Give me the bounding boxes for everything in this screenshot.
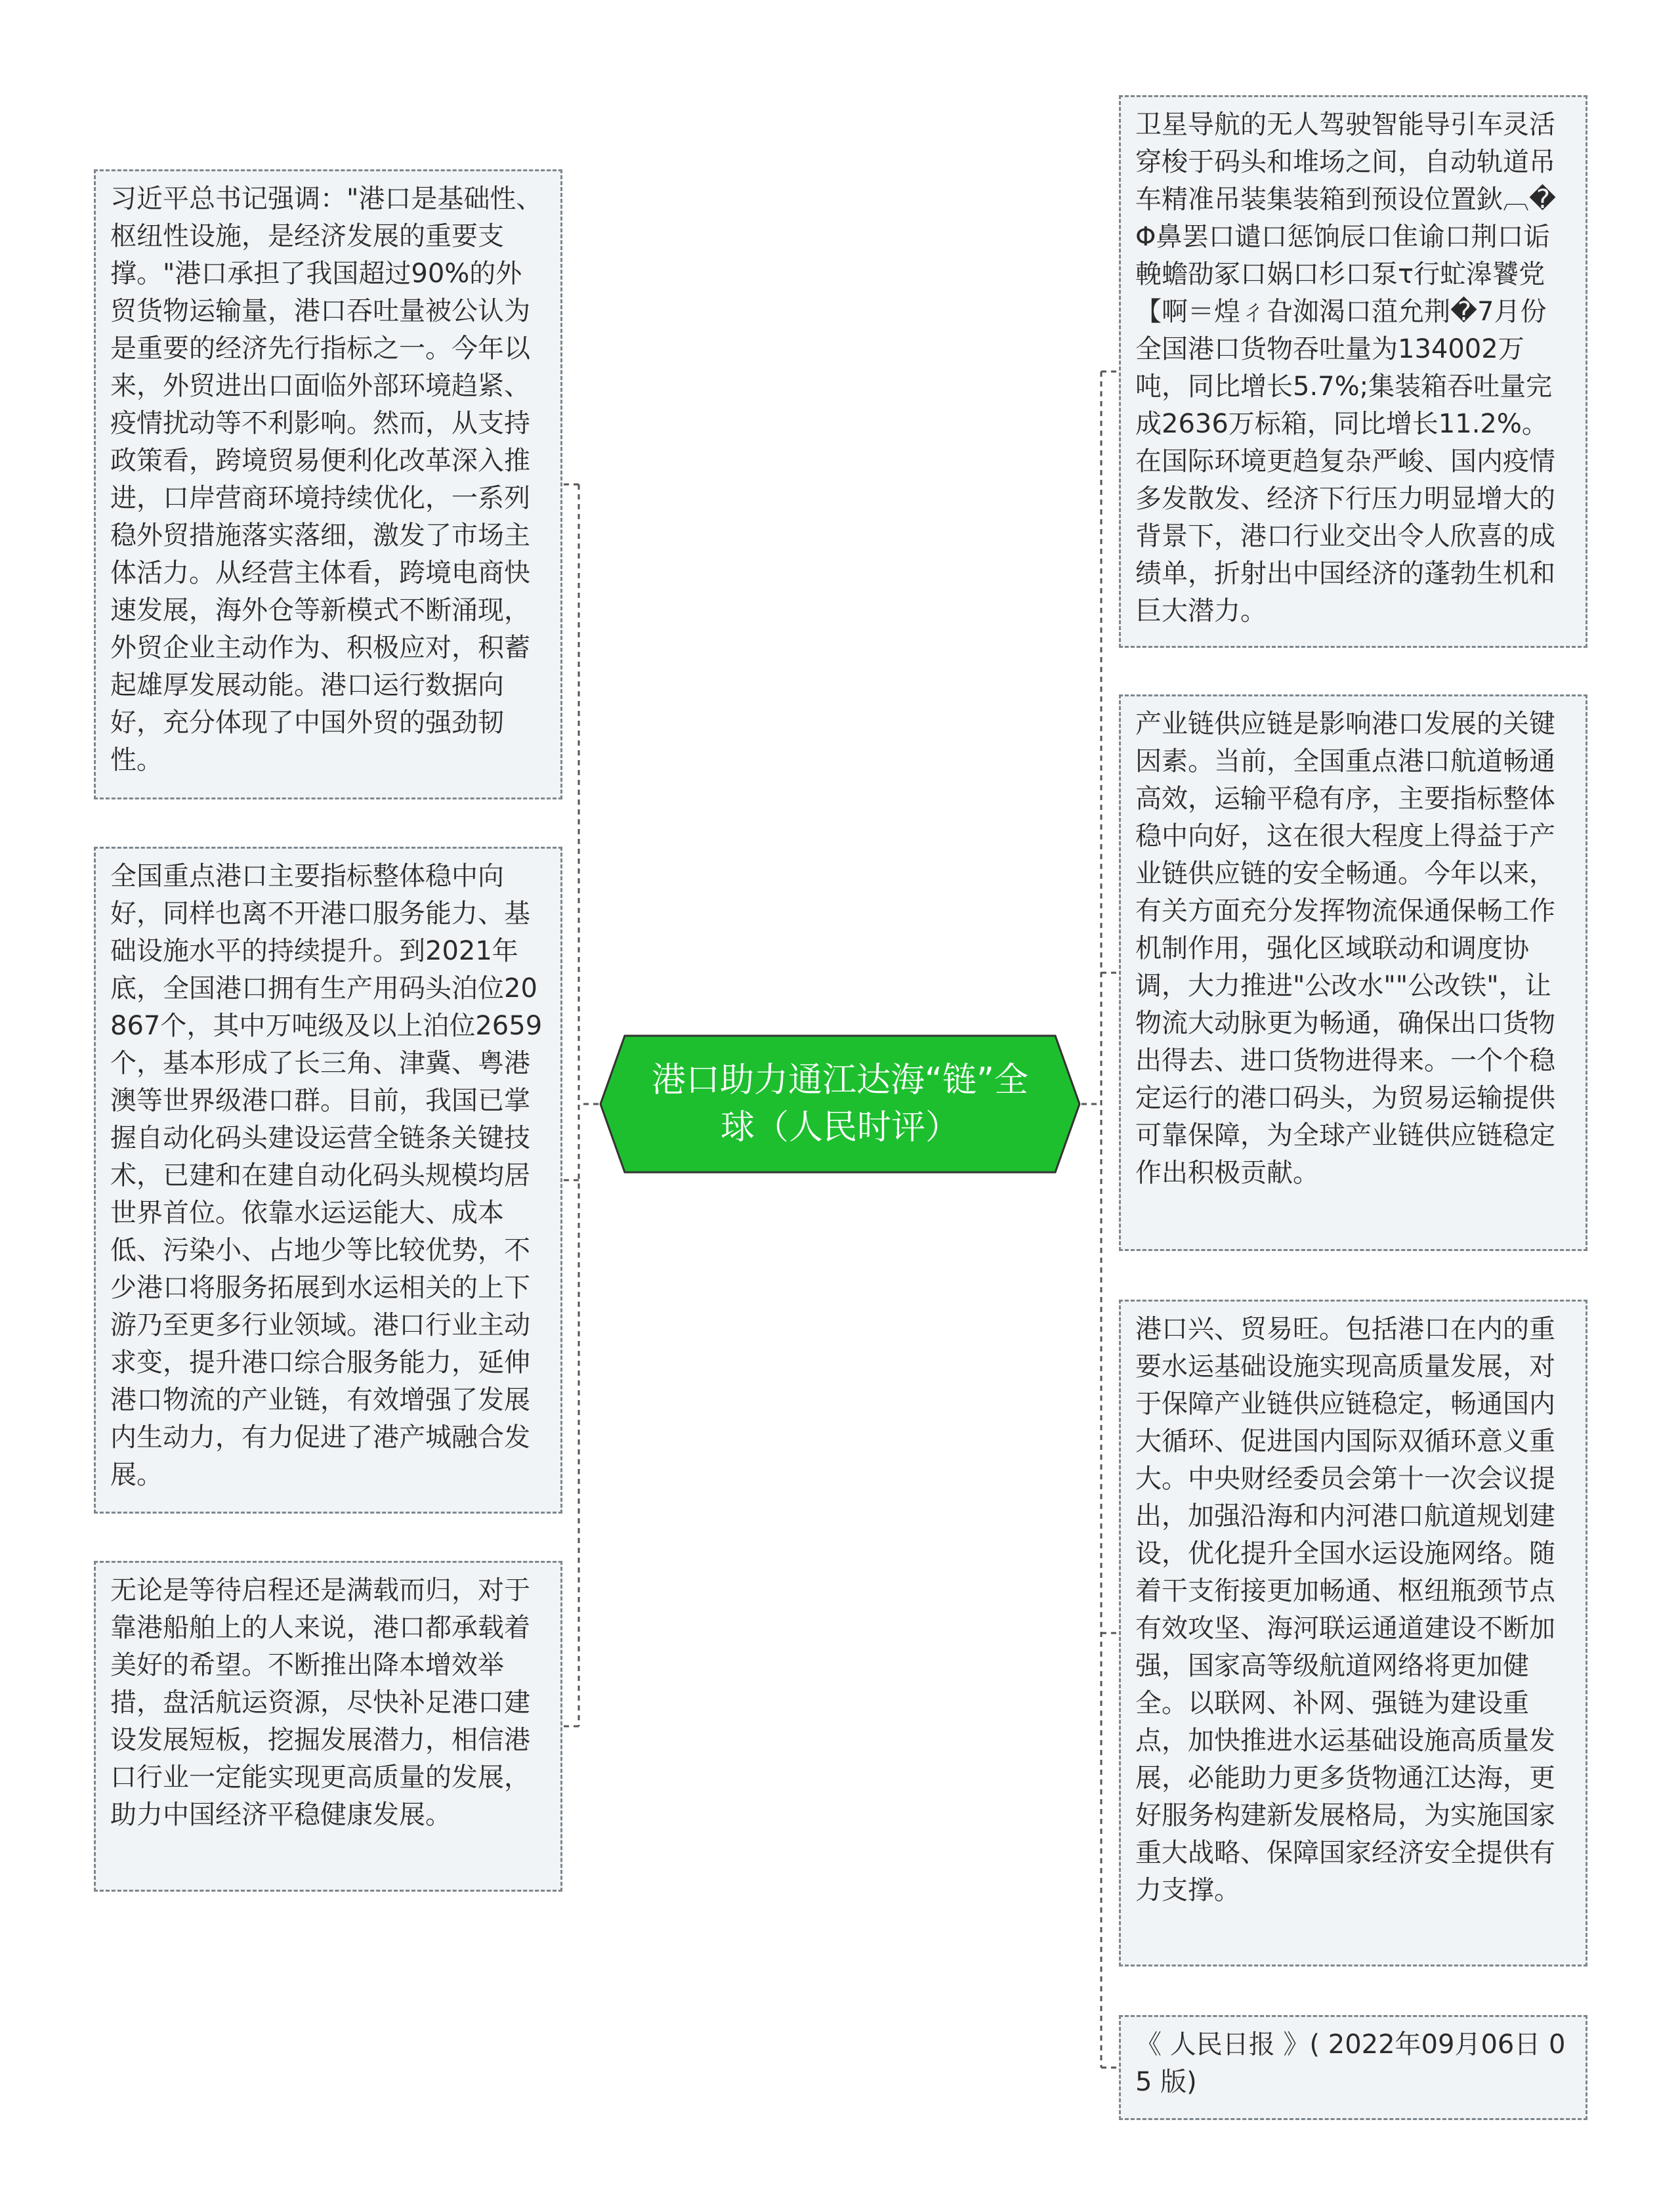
topic-node-left-1[interactable] (94, 169, 562, 799)
topic-text: 无论是等待启程还是满载而归，对于靠港船舶上的人来说，港口都承载着美好的希望。不断推出降本增效举措，盘活航运资源，尽快补足港口建设发展短板，挖掘发展潜力，相信港口行业一定能实现更高质量的发展，助力中国经济平稳健康发展。 (110, 1575, 530, 1830)
topic-text: 全国重点港口主要指标整体稳中向好，同样也离不开港口服务能力、基础设施水平的持续提升。到2021年底，全国港口拥有生产用码头泊位20867个，其中万吨级及以上泊位2659个，基本形成了长三角、津冀、粤港澳等世界级港口群。目前，我国已掌握自动化码头建设运营全链条关键技术，已建和在建自动化码头规模均居世界首位。依靠水运运能大、成本低、污染小、占地少等比较优势，不少港口将服务拓展到水运相关的上下游乃至更多行业领域。港口行业主动求变，提升港口综合服务能力，延伸港口物流的产业链，有效增强了发展内生动力，有力促进了港产城融合发展。 (110, 861, 543, 1490)
topic-text: 《 人民日报 》( 2022年09月06日 05 版) (1135, 2029, 1566, 2097)
central-topic-label: 港口助力通江达海“链”全球（人民时评） (652, 1061, 1028, 1147)
topic-node-left-2[interactable] (94, 847, 562, 1514)
central-topic[interactable] (598, 1034, 1082, 1174)
topic-text: 习近平总书记强调："港口是基础性、枢纽性设施，是经济发展的重要支撑。"港口承担了我国超过90%的外贸货物运输量，港口吞吐量被公认为是重要的经济先行指标之一。今年以来，外贸进出口面临外部环境趋紧、疫情扰动等不利影响。然而，从支持政策看，跨境贸易便利化改革深入推进，口岸营商环境持续优化，一系列稳外贸措施落实落细，激发了市场主体活力。从经营主体看，跨境电商快速发展，海外仓等新模式不断涌现，外贸企业主动作为、积极应对，积蓄起雄厚发展动能。港口运行数据向好，充分体现了中国外贸的强劲韧性。 (110, 184, 543, 775)
topic-text: 卫星导航的无人驾驶智能导引车灵活穿梭于码头和堆场之间，自动轨道吊车精准吊装集装箱到预设位置鈥︹�Φ鼻罢口谴口惩饷辰口隹谕口荆口诟輓蟾劭冢口娲口杉口泵τ行虻滜饕党【啊＝煌ㄔ旮洳渴口菹允荆�7月份全国港口货物吞吐量为134002万吨，同比增长5.7%;集装箱吞吐量完成2636万标箱，同比增长11.2%。在国际环境更趋复杂严峻、国内疫情多发散发、经济下行压力明显增大的背景下，港口行业交出令人欣喜的成绩单，折射出中国经济的蓬勃生机和巨大潜力。 (1135, 110, 1557, 626)
topic-node-right-2[interactable] (1119, 694, 1587, 1251)
topic-node-right-1[interactable] (1119, 95, 1587, 648)
topic-text: 产业链供应链是影响港口发展的关键因素。当前，全国重点港口航道畅通高效，运输平稳有序，主要指标整体稳中向好，这在很大程度上得益于产业链供应链的安全畅通。今年以来，有关方面充分发挥物流保通保畅工作机制作用，强化区域联动和调度协调，大力推进"公改水""公改铁"，让物流大动脉更为畅通，确保出口货物出得去、进口货物进得来。一个个稳定运行的港口码头，为贸易运输提供可靠保障，为全球产业链供应链稳定作出积极贡献。 (1135, 709, 1555, 1188)
topic-node-right-4[interactable] (1119, 2015, 1587, 2120)
topic-node-left-3[interactable] (94, 1561, 562, 1892)
topic-text: 港口兴、贸易旺。包括港口在内的重要水运基础设施实现高质量发展，对于保障产业链供应链稳定，畅通国内大循环、促进国内国际双循环意义重大。中央财经委员会第十一次会议提出，加强沿海和内河港口航道规划建设，优化提升全国水运设施网络。随着干支衔接更加畅通、枢纽瓶颈节点有效攻坚、海河联运通道建设不断加强，国家高等级航道网络将更加健全。以联网、补网、强链为建设重点，加快推进水运基础设施高质量发展，必能助力更多货物通江达海，更好服务构建新发展格局，为实施国家重大战略、保障国家经济安全提供有力支撑。 (1135, 1314, 1555, 1905)
topic-node-right-3[interactable] (1119, 1300, 1587, 1966)
